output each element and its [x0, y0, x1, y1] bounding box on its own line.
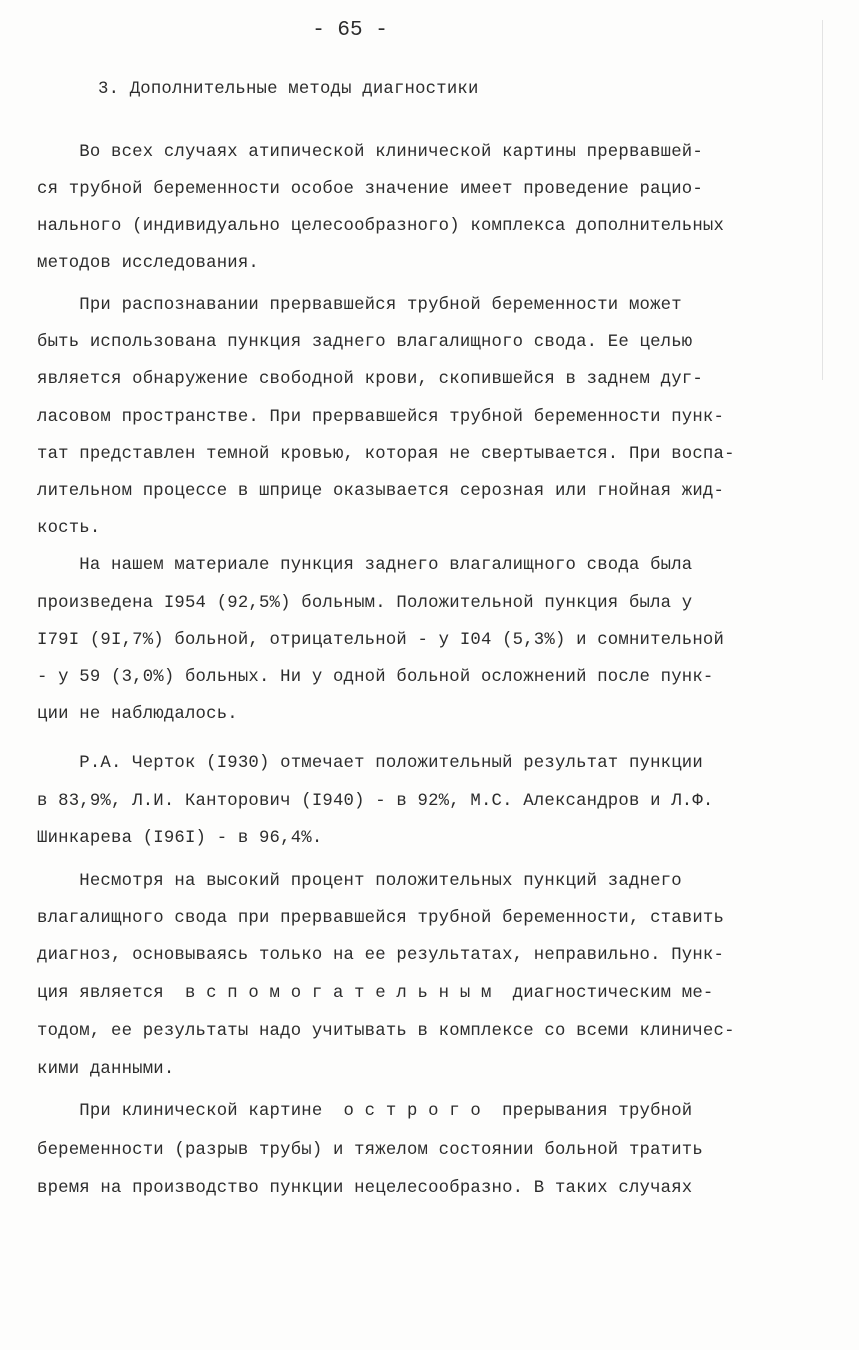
text-line: кость. — [37, 519, 101, 538]
text-line: ласовом пространстве. При прервавшейся трубной беременности пунк- — [37, 408, 725, 427]
page-number: - 65 - — [312, 19, 388, 42]
text-line: При распознавании прервавшейся трубной беременности может — [37, 296, 682, 315]
text-line: беременности (разрыв трубы) и тяжелом состоянии больной тратить — [37, 1141, 703, 1160]
text-line: лительном процессе в шприце оказывается серозная или гнойная жид- — [37, 482, 725, 501]
text-line: Несмотря на высокий процент положительных пункций заднего — [37, 872, 682, 891]
text-line: диагноз, основываясь только на ее результатах, неправильно. Пунк- — [37, 946, 725, 965]
text-line: методов исследования. — [37, 254, 259, 273]
text-line: I79I (9I,7%) больной, отрицательной - у I04 (5,3%) и сомнительной — [37, 631, 725, 650]
text-line: влагалищного свода при прервавшейся трубной беременности, ставить — [37, 909, 725, 928]
text-line: На нашем материале пункция заднего влагалищного свода была — [37, 556, 693, 575]
text-line: является обнаружение свободной крови, скопившейся в заднем дуг- — [37, 370, 703, 389]
text-line: При клинической картине о с т р о г о прерывания трубной — [37, 1102, 693, 1121]
text-line: ся трубной беременности особое значение имеет проведение рацио- — [37, 180, 703, 199]
page-edge-line — [822, 20, 823, 380]
text-line: Во всех случаях атипической клинической картины прервавшей- — [37, 143, 703, 162]
text-line: нального (индивидуально целесообразного) комплекса дополнительных — [37, 217, 725, 236]
section-heading: 3. Дополнительные методы диагностики — [98, 80, 479, 99]
text-line: Шинкарева (I96I) - в 96,4%. — [37, 829, 323, 848]
text-line: - у 59 (3,0%) больных. Ни у одной больной осложнений после пунк- — [37, 668, 714, 687]
text-line: Р.А. Черток (I930) отмечает положительный результат пункции — [37, 754, 703, 773]
text-line: произведена I954 (92,5%) больным. Положительной пункция была у — [37, 594, 693, 613]
text-line: в 83,9%, Л.И. Канторович (I940) - в 92%, М.С. Александров и Л.Ф. — [37, 792, 714, 811]
text-line: быть использована пункция заднего влагалищного свода. Ее целью — [37, 333, 693, 352]
text-line: ции не наблюдалось. — [37, 705, 238, 724]
text-line: кими данными. — [37, 1060, 175, 1079]
text-line: тат представлен темной кровью, которая не свертывается. При воспа- — [37, 445, 735, 464]
text-line: тодом, ее результаты надо учитывать в комплексе со всеми клиничес- — [37, 1022, 735, 1041]
text-line: время на производство пункции нецелесообразно. В таких случаях — [37, 1179, 693, 1198]
text-line: ция является в с п о м о г а т е л ь н ы м диагностическим ме- — [37, 984, 714, 1003]
